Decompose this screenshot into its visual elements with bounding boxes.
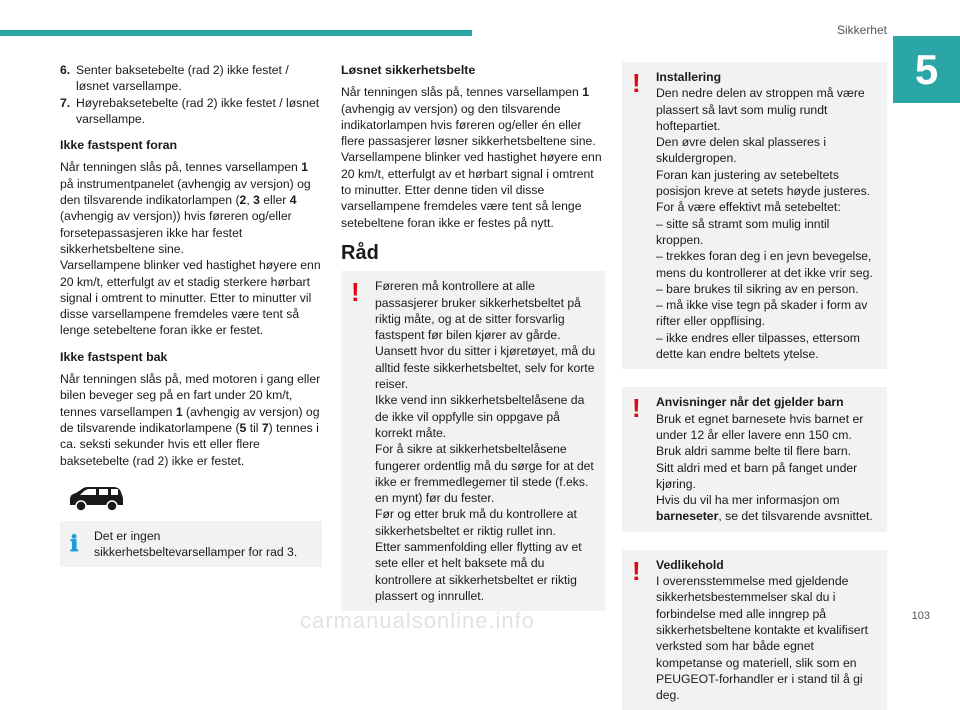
list-item: 6. Senter baksetebelte (rad 2) ikke festet / løsnet varsellampe. xyxy=(60,63,289,94)
heading-release: Løsnet sikkerhetsbelte xyxy=(341,63,476,77)
rear-paragraph: Når tenningen slås på, med motoren i gang eller bilen beveger seg på en fart under 20 km/t, tennes varsellampen 1 (avhengig av versjon) og de tilsvarende indikatorlampene (5 til 7) tennes i ca. seksti sekunder hvis ett eller flere baksetebelte (rad 2) ikke er festet. xyxy=(60,372,321,468)
watermark: carmanualsonline.info xyxy=(300,608,536,633)
column-left xyxy=(60,62,322,567)
front-paragraph: Når tenningen slås på, tennes varsellampen 1 på instrumentpanelet (avhengig av versjon) og den tilsvarende indikatorlampen (2, 3 eller 4 (avhengig av versjon)) hvis føreren og/eller forsetepassasjeren ikke har festet sikkerhetsbeltene sine. xyxy=(60,160,311,256)
maintenance-note: ! Vedlikehold I overensstemmelse med gjeldende sikkerhetsbestemmelser skal du i forbindelse med alle inngrep på sikkerhetsbeltene kontakte et kvalifisert verksted som har både egnet kompetanse og materiell, slik som en PEUGEOT-forhandler er i stand til å gi deg. xyxy=(622,550,887,710)
info-note: ℹ Det er ingen sikkerhetsbeltevarsellamper for rad 3. xyxy=(60,521,322,568)
front-paragraph-2: Varsellampene blinker ved hastighet høyere enn 20 km/t, etterfulgt av et stadig sterkere hørbart signal i omtrent to minutter. Etter to minutter vil disse varsellampene fremdeles være tent så lenge setebeltene foran ikke er festet. xyxy=(60,258,321,338)
warning-icon: ! xyxy=(632,68,641,98)
warning-icon: ! xyxy=(632,555,641,586)
car-icon xyxy=(66,485,126,513)
warning-note: ! Føreren må kontrollere at alle passasjerer bruker sikkerhetsbeltet på riktig måte, og at de sitter forsvarlig fastspent før bilen kjører av gårde. Uansett hvor du sitter i kjøretøyet, må du alltid feste sikkerhetsbeltet, selv for korte reiser. Ikke vend inn sikkerhetsbeltelåsene da de ikke vil oppfylle sin oppgave på korrekt måte. For å sikre at sikkerhetsbeltelåsene fungerer ordentlig må du sørge for at det ikke er fremmedlegemer til stede (f.eks. en mynt) før du fester. Før og etter bruk må du kontrollere at sikkerhetsbeltet er riktig rullet inn. Etter sammenfolding eller flytting av et sete eller et helt baksete må du kontrollere at sikkerhetsbeltet er riktig plassert og innrullet. xyxy=(341,271,605,611)
list-item: 7. Høyrebaksetebelte (rad 2) ikke festet / løsnet varsellampe. xyxy=(60,95,320,126)
warning-icon: ! xyxy=(632,393,641,424)
warning-icon: ! xyxy=(351,277,360,308)
heading-rear: Ikke fastspent bak xyxy=(60,349,168,364)
info-icon: ℹ xyxy=(70,530,79,556)
column-right xyxy=(622,62,887,710)
section-title: Sikkerhet xyxy=(836,23,887,37)
install-note: ! Installering Den nedre delen av stroppen må være plassert så lavt som mulig rundt hoftepartiet. Den øvre delen skal plasseres i skuldergropen. Foran kan justering av setebeltets posisjon kreve at setets høyde justeres. For å være effektivt må setebeltet: – sitte så stramt som mulig inntil kroppen. – trekkes foran deg i en jevn bevegelse, mens du kontrollerer at det ikke vrir seg. – bare brukes til sikring av en person. – må ikke vise tegn på skader i form av rifter eller oppflising. – ikke endres eller tilpasses, ettersom dette kan endre beltets ytelse. xyxy=(622,62,887,369)
column-middle xyxy=(341,62,605,611)
page-number: 103 xyxy=(911,610,930,622)
heading-front: Ikke fastspent foran xyxy=(60,138,178,153)
child-note: ! Anvisninger når det gjelder barn Bruk et egnet barnesete hvis barnet er under 12 år eller lavere enn 150 cm. Bruk aldri samme belte til flere barn. Sitt aldri med et barn på fanget under kjøring. Hvis du vil ha mer informasjon om barneseter, se det tilsvarende avsnittet. xyxy=(622,387,887,531)
chapter-number: 5 xyxy=(893,36,960,103)
heading-advice: Råd xyxy=(341,241,379,264)
release-paragraph: Når tenningen slås på, tennes varsellampen 1 (avhengig av versjon) og den tilsvarende indikatorlampen hvis føreren og/eller én eller flere passasjerer løsner sikkerhetsbeltene sine. xyxy=(341,85,596,149)
header-accent-bar xyxy=(0,30,472,36)
release-paragraph-2: Varsellampene blinker ved hastighet høyere enn 20 km/t, etterfulgt av et hørbart signal i omtrent to minutter. Etter denne tiden vil disse varsellampene fremdeles være tent så lenge setebeltene foran ikke er festes på nytt. xyxy=(341,150,602,230)
